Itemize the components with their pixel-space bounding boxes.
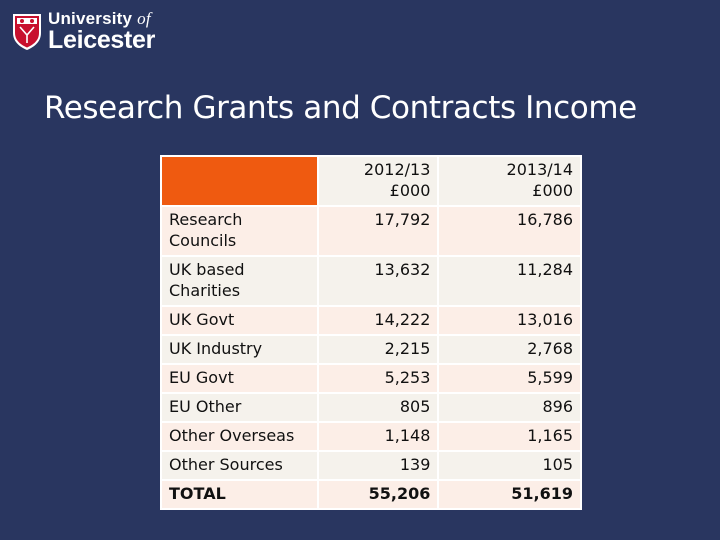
total-2012-13: 55,206 bbox=[318, 480, 438, 509]
university-logo bbox=[12, 10, 155, 53]
value-2012-13: 2,215 bbox=[318, 335, 438, 364]
row-label: Research Councils bbox=[161, 206, 318, 256]
table-row bbox=[161, 335, 581, 364]
university-crest-icon bbox=[12, 13, 42, 51]
value-2012-13: 139 bbox=[318, 451, 438, 480]
table-row bbox=[161, 206, 581, 256]
value-2012-13: 5,253 bbox=[318, 364, 438, 393]
value-2012-13: 13,632 bbox=[318, 256, 438, 306]
value-2012-13: 805 bbox=[318, 393, 438, 422]
total-2013-14: 51,619 bbox=[438, 480, 581, 509]
row-label: UK Govt bbox=[161, 306, 318, 335]
table-row bbox=[161, 393, 581, 422]
row-label: UK Industry bbox=[161, 335, 318, 364]
value-2013-14: 16,786 bbox=[438, 206, 581, 256]
logo-line-leicester: Leicester bbox=[48, 26, 156, 54]
table-total-row bbox=[161, 480, 581, 509]
value-2013-14: 896 bbox=[438, 393, 581, 422]
table-row bbox=[161, 364, 581, 393]
value-2013-14: 11,284 bbox=[438, 256, 581, 306]
row-label: Other Sources bbox=[161, 451, 318, 480]
value-2013-14: 5,599 bbox=[438, 364, 581, 393]
table-row bbox=[161, 422, 581, 451]
value-2012-13: 1,148 bbox=[318, 422, 438, 451]
header-2012-13: 2012/13 £000 bbox=[318, 156, 438, 206]
table-header-row bbox=[161, 156, 581, 206]
slide-title: Research Grants and Contracts Income bbox=[44, 90, 637, 126]
value-2012-13: 14,222 bbox=[318, 306, 438, 335]
table-row bbox=[161, 451, 581, 480]
row-label: Other Overseas bbox=[161, 422, 318, 451]
row-label: EU Govt bbox=[161, 364, 318, 393]
income-table bbox=[160, 155, 582, 510]
logo-line-university: University of bbox=[48, 9, 151, 28]
table-row bbox=[161, 306, 581, 335]
value-2013-14: 2,768 bbox=[438, 335, 581, 364]
table-row bbox=[161, 256, 581, 306]
value-2012-13: 17,792 bbox=[318, 206, 438, 256]
value-2013-14: 105 bbox=[438, 451, 581, 480]
value-2013-14: 13,016 bbox=[438, 306, 581, 335]
row-label: UK based Charities bbox=[161, 256, 318, 306]
value-2013-14: 1,165 bbox=[438, 422, 581, 451]
row-label: EU Other bbox=[161, 393, 318, 422]
header-corner-cell bbox=[161, 156, 318, 206]
header-2013-14: 2013/14 £000 bbox=[438, 156, 581, 206]
row-label: TOTAL bbox=[161, 480, 318, 509]
